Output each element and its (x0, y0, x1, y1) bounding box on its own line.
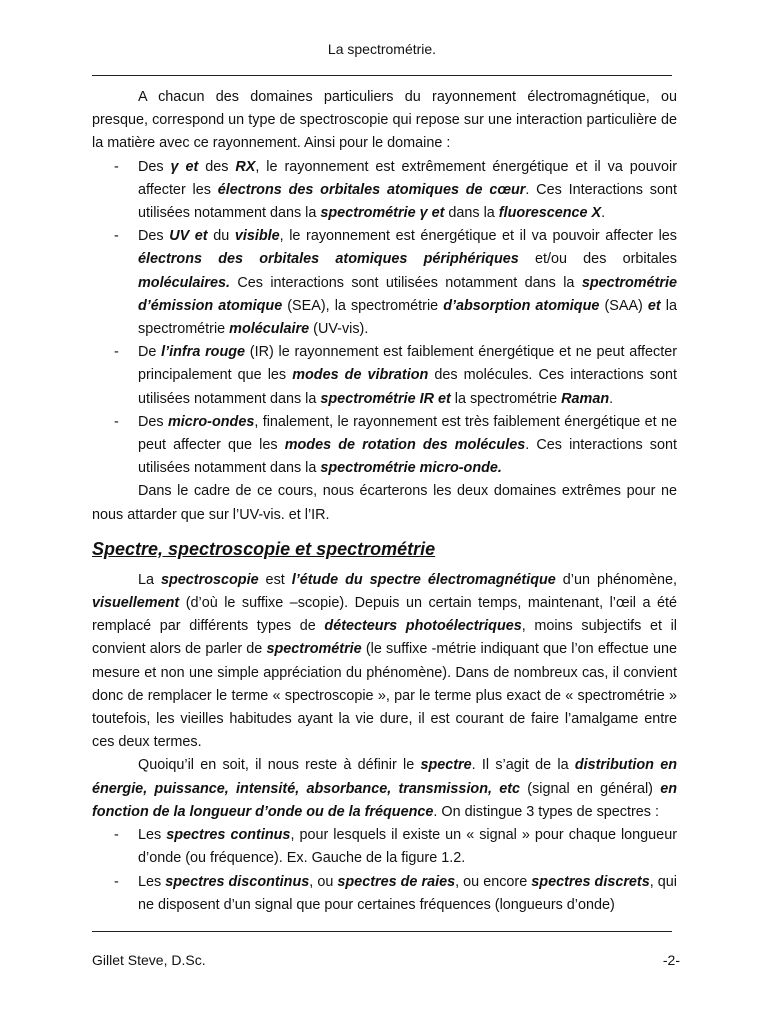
spectrum-type-list (92, 824, 677, 917)
section-heading: Spectre, spectroscopie et spectrométrie (92, 538, 436, 559)
bullet-dash: - (114, 344, 119, 361)
bullet-dash: - (114, 827, 119, 844)
spectrum-definition-paragraph: Quoiqu’il en soit, il nous reste à définir le spectre. Il s’agit de la distribution en énergie, puissance, intensité, absorbance, transmission, etc (signal en général) en fonction de la longueur d’onde ou de la fréquence. On distingue 3 types de spectres : (92, 757, 677, 820)
closing-paragraph: Dans le cadre de ce cours, nous écarterons les deux domaines extrêmes pour ne nous attarder que sur l’UV-vis. et l’IR. (92, 483, 677, 523)
bullet-dash: - (114, 158, 119, 175)
domain-item-uv-visible: - Des UV et du visible, le rayonnement est énergétique et il va pouvoir affecter les électrons des orbitales atomiques périphériques et/ou des orbitales moléculaires. Ces interactions sont utilisées notamment dans la spectrométrie d’émission atomique (SEA), la spectrométrie d’absorption atomique (SAA) et la spectrométrie moléculaire (UV-vis). (92, 225, 677, 341)
spectroscopy-paragraph: La spectroscopie est l’étude du spectre électromagnétique d’un phénomène, visuellement (d’où le suffixe –scopie). Depuis un certain temps, maintenant, l’œil a été remplacé par différents types de détecteurs photoélectriques, moins subjectifs et il convient alors de parler de spectrométrie (le suffixe -métrie indiquant que l’on effectue une mesure et non une simple appréciation du phénomène). Dans de nombreux cas, il convient donc de remplacer le terme « spectroscopie », par le terme plus exact de « spectrométrie » toutefois, les vieilles habitudes ayant la vie dure, il est courant de faire l’amalgame entre ces deux termes. (92, 571, 677, 751)
spectrum-type-discontinuous: - Les spectres discontinus, ou spectres de raies, ou encore spectres discrets, qui ne disposent d’un signal que pour certaines fréquences (longueurs d’onde) (92, 871, 677, 917)
intro-paragraph: A chacun des domaines particuliers du rayonnement électromagnétique, ou presque, correspond un type de spectroscopie qui repose sur une interaction particulière de la matière avec ce rayonnement. Ainsi pour le domaine : (92, 89, 677, 152)
footer-author: Gillet Steve, D.Sc. (92, 952, 206, 968)
spectrum-type-continuous: - Les spectres continus, pour lesquels il existe un « signal » pour chaque longueur d’onde (ou fréquence). Ex. Gauche de la figure 1.2. (92, 824, 677, 870)
header-divider (92, 75, 672, 76)
page-body (92, 86, 677, 917)
page-number: -2- (662, 952, 680, 968)
footer-divider (92, 931, 672, 932)
domain-item-microwave: - Des micro-ondes, finalement, le rayonnement est très faiblement énergétique et ne peut affecter que les modes de rotation des molécules. Ces interactions sont utilisées notamment dans la spectrométrie micro-onde. (92, 411, 677, 481)
domain-list (92, 156, 677, 481)
bullet-dash: - (114, 413, 119, 430)
domain-item-infrared: - De l’infra rouge (IR) le rayonnement est faiblement énergétique et ne peut affecter principalement que les modes de vibration des molécules. Ces interactions sont utilisées notamment dans la spectrométrie IR et la spectrométrie Raman. (92, 341, 677, 411)
bullet-dash: - (114, 873, 119, 890)
page-header: La spectrométrie. (327, 41, 437, 57)
page-footer (92, 952, 680, 968)
domain-item-gamma-x: - Des γ et des RX, le rayonnement est extrêmement énergétique et il va pouvoir affecter les électrons des orbitales atomiques de cœur. Ces Interactions sont utilisées notamment dans la spectrométrie γ et dans la fluorescence X. (92, 156, 677, 226)
bullet-dash: - (114, 228, 119, 245)
